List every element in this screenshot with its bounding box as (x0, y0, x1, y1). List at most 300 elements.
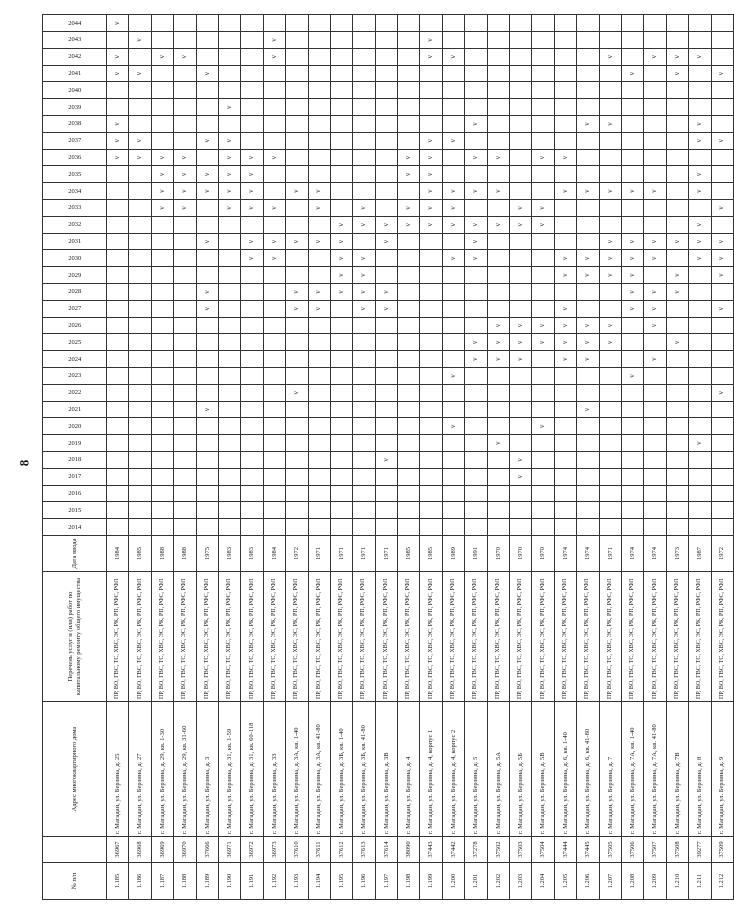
year-mark: v (442, 368, 464, 385)
year-mark: v (577, 116, 599, 133)
header-year-2038 (43, 116, 107, 133)
year-mark: v (286, 284, 308, 301)
year-cell (286, 216, 308, 233)
year-cell (174, 468, 196, 485)
year-cell (487, 99, 509, 116)
year-cell (375, 149, 397, 166)
year-cell (442, 334, 464, 351)
year-mark: v (196, 233, 218, 250)
year-cell (129, 384, 151, 401)
year-cell (420, 317, 442, 334)
year-mark: v (353, 284, 375, 301)
year-cell (711, 116, 733, 133)
year-cell (241, 368, 263, 385)
year-cell (151, 418, 173, 435)
header-year-label: 2044 (68, 19, 81, 27)
year-cell (420, 82, 442, 99)
year-cell (218, 384, 240, 401)
year-cell (599, 452, 621, 469)
year-cell (375, 32, 397, 49)
year-cell (263, 82, 285, 99)
year-cell (375, 502, 397, 519)
header-num: № п/п (43, 863, 107, 900)
year-mark: v (510, 200, 532, 217)
header-year-2044 (43, 15, 107, 32)
year-cell (465, 48, 487, 65)
year-cell (174, 32, 196, 49)
year-cell (330, 183, 352, 200)
row-address: г. Магадан, ул. Берзина, д. 9 (711, 702, 733, 837)
year-cell (398, 300, 420, 317)
row-number: 1.185 (107, 863, 129, 900)
table-row (465, 15, 487, 900)
year-cell (577, 200, 599, 217)
header-year-label: 2043 (68, 36, 81, 44)
year-cell (510, 519, 532, 536)
row-number: 1.208 (621, 863, 643, 900)
year-cell (286, 502, 308, 519)
year-cell (465, 435, 487, 452)
year-cell (599, 132, 621, 149)
year-cell (241, 48, 263, 65)
year-cell (711, 32, 733, 49)
header-year-2026 (43, 317, 107, 334)
header-year-label: 2026 (68, 321, 81, 329)
row-date: 1971 (330, 536, 352, 572)
year-cell (308, 351, 330, 368)
year-cell (644, 267, 666, 284)
year-cell (420, 233, 442, 250)
row-number: 1.209 (644, 863, 666, 900)
year-cell (107, 284, 129, 301)
year-cell (487, 468, 509, 485)
year-cell (689, 284, 711, 301)
row-number: 1.211 (689, 863, 711, 900)
year-cell (174, 351, 196, 368)
year-cell (689, 200, 711, 217)
year-mark: v (398, 149, 420, 166)
year-cell (577, 82, 599, 99)
row-address: г. Магадан, ул. Берзина, д. 5А (487, 702, 509, 837)
year-cell (442, 166, 464, 183)
year-cell (577, 15, 599, 32)
year-cell (532, 116, 554, 133)
year-mark: v (286, 300, 308, 317)
year-mark: v (621, 65, 643, 82)
year-cell (174, 384, 196, 401)
year-cell (577, 166, 599, 183)
year-mark: v (241, 183, 263, 200)
year-mark: v (487, 334, 509, 351)
row-date: 1970 (487, 536, 509, 572)
year-cell (465, 284, 487, 301)
row-address: г. Магадан, ул. Берзина, д. 6, кв. 41-80 (577, 702, 599, 837)
year-mark: v (599, 233, 621, 250)
year-mark: v (308, 233, 330, 250)
row-address: г. Магадан, ул. Берзина, д. 29, кв. 31-60 (174, 702, 196, 837)
year-cell (375, 267, 397, 284)
year-mark: v (510, 452, 532, 469)
year-cell (241, 82, 263, 99)
year-cell (107, 233, 129, 250)
year-cell (174, 233, 196, 250)
year-cell (577, 233, 599, 250)
year-cell (330, 401, 352, 418)
year-cell (666, 32, 688, 49)
year-mark: v (420, 132, 442, 149)
year-cell (554, 233, 576, 250)
table-row (129, 15, 151, 900)
year-cell (196, 384, 218, 401)
year-cell (420, 267, 442, 284)
year-cell (510, 267, 532, 284)
year-cell (465, 519, 487, 536)
year-cell (510, 284, 532, 301)
year-cell (442, 317, 464, 334)
year-cell (151, 452, 173, 469)
row-address: г. Магадан, ул. Берзина, д. 33 (263, 702, 285, 837)
year-cell (353, 233, 375, 250)
row-address: г. Магадан, ул. Берзина, д. 3В (375, 702, 397, 837)
header-year-2033 (43, 200, 107, 217)
header-year-2024 (43, 351, 107, 368)
row-code: 38090 (398, 837, 420, 863)
year-cell (442, 502, 464, 519)
year-cell (174, 216, 196, 233)
year-mark: v (666, 334, 688, 351)
row-address: г. Магадан, ул. Берзина, д. 7А, кв. 41-80 (644, 702, 666, 837)
year-cell (286, 82, 308, 99)
year-cell (151, 216, 173, 233)
year-cell (218, 401, 240, 418)
year-cell (442, 149, 464, 166)
year-cell (330, 149, 352, 166)
row-services: ПР, ВО, ГВС, ТС, ХВС, ЭС, РК, РП, РФС, РФЛ (375, 572, 397, 702)
year-mark: v (330, 267, 352, 284)
year-cell (263, 183, 285, 200)
year-mark: v (218, 132, 240, 149)
row-code: 37614 (375, 837, 397, 863)
row-number: 1.205 (554, 863, 576, 900)
year-cell (666, 317, 688, 334)
row-services: ПР, ВО, ГВС, ТС, ХВС, ЭС, РК, РП, РФС, РФЛ (465, 572, 487, 702)
year-cell (263, 418, 285, 435)
year-cell (689, 82, 711, 99)
year-mark: v (107, 65, 129, 82)
year-cell (420, 435, 442, 452)
year-cell (532, 351, 554, 368)
year-cell (353, 132, 375, 149)
year-cell (218, 418, 240, 435)
year-cell (398, 65, 420, 82)
row-date: 1971 (375, 536, 397, 572)
year-cell (577, 502, 599, 519)
year-mark: v (577, 401, 599, 418)
row-address: г. Магадан, ул. Берзина, д. 5Б (510, 702, 532, 837)
year-cell (420, 99, 442, 116)
year-cell (308, 250, 330, 267)
year-cell (577, 468, 599, 485)
year-cell (666, 300, 688, 317)
year-cell (308, 65, 330, 82)
year-cell (129, 452, 151, 469)
year-cell (398, 418, 420, 435)
year-cell (241, 300, 263, 317)
row-number: 1.197 (375, 863, 397, 900)
year-cell (532, 183, 554, 200)
row-number: 1.212 (711, 863, 733, 900)
year-cell (554, 132, 576, 149)
year-cell (577, 435, 599, 452)
year-cell (218, 452, 240, 469)
year-mark: v (442, 183, 464, 200)
year-cell (621, 502, 643, 519)
header-year-2043 (43, 32, 107, 49)
row-address: г. Магадан, ул. Берзина, д. 4, корпус 1 (420, 702, 442, 837)
year-cell (510, 132, 532, 149)
header-year-label: 2030 (68, 254, 81, 262)
year-cell (398, 284, 420, 301)
year-cell (286, 334, 308, 351)
year-cell (621, 82, 643, 99)
year-cell (375, 485, 397, 502)
year-mark: v (577, 317, 599, 334)
year-mark: v (689, 166, 711, 183)
year-cell (487, 384, 509, 401)
year-mark: v (375, 216, 397, 233)
row-code: 37502 (487, 837, 509, 863)
year-cell (286, 418, 308, 435)
row-services: ПР, ВО, ГВС, ТС, ХВС, ЭС, РК, РП, РФС, РФЛ (689, 572, 711, 702)
year-cell (196, 99, 218, 116)
year-cell (644, 200, 666, 217)
year-mark: v (174, 200, 196, 217)
header-year-label: 2039 (68, 103, 81, 111)
year-cell (465, 485, 487, 502)
header-year-label: 2017 (68, 472, 81, 480)
header-code (43, 837, 107, 863)
year-cell (308, 166, 330, 183)
year-cell (487, 233, 509, 250)
row-date: 1971 (353, 536, 375, 572)
year-mark: v (442, 216, 464, 233)
year-cell (621, 216, 643, 233)
row-services: ПР, ВО, ГВС, ТС, ХВС, ЭС, РК, РП, РФС, РФЛ (420, 572, 442, 702)
year-cell (398, 368, 420, 385)
year-cell (151, 250, 173, 267)
year-cell (398, 468, 420, 485)
year-mark: v (465, 183, 487, 200)
year-cell (666, 82, 688, 99)
table-row (644, 15, 666, 900)
year-cell (375, 401, 397, 418)
year-cell (666, 468, 688, 485)
year-cell (129, 216, 151, 233)
row-date: 1972 (711, 536, 733, 572)
year-cell (330, 418, 352, 435)
year-cell (621, 418, 643, 435)
row-number: 1.189 (196, 863, 218, 900)
year-cell (174, 502, 196, 519)
year-cell (196, 216, 218, 233)
row-services: ПР, ВО, ГВС, ТС, ХВС, ЭС, РК, РП, РФС, РФЛ (241, 572, 263, 702)
year-cell (689, 384, 711, 401)
year-cell (599, 502, 621, 519)
row-number: 1.195 (330, 863, 352, 900)
year-mark: v (599, 48, 621, 65)
year-cell (577, 284, 599, 301)
year-cell (644, 32, 666, 49)
year-cell (465, 401, 487, 418)
year-cell (621, 166, 643, 183)
year-cell (218, 317, 240, 334)
table-row (599, 15, 621, 900)
header-year-label: 2014 (68, 523, 81, 531)
row-number: 1.194 (308, 863, 330, 900)
year-mark: v (532, 334, 554, 351)
row-services: ПР, ВО, ГВС, ТС, ХВС, ЭС, РК, РП, РФС, РФЛ (442, 572, 464, 702)
year-cell (599, 15, 621, 32)
row-services: ПР, ВО, ГВС, ТС, ХВС, ЭС, РК, РП, РФС, РФЛ (510, 572, 532, 702)
year-cell (510, 149, 532, 166)
row-date: 1989 (442, 536, 464, 572)
year-cell (621, 519, 643, 536)
year-cell (599, 519, 621, 536)
row-code: 37506 (621, 837, 643, 863)
year-mark: v (151, 48, 173, 65)
year-mark: v (487, 149, 509, 166)
year-mark: v (554, 183, 576, 200)
year-cell (689, 401, 711, 418)
row-date: 1988 (151, 536, 173, 572)
year-cell (286, 351, 308, 368)
year-cell (263, 384, 285, 401)
year-mark: v (218, 99, 240, 116)
year-cell (689, 485, 711, 502)
year-cell (353, 317, 375, 334)
year-mark: v (375, 452, 397, 469)
year-cell (554, 502, 576, 519)
year-cell (666, 452, 688, 469)
header-year-2022 (43, 384, 107, 401)
year-cell (689, 99, 711, 116)
year-cell (711, 48, 733, 65)
row-date: 1971 (308, 536, 330, 572)
year-cell (644, 65, 666, 82)
year-cell (353, 32, 375, 49)
year-cell (196, 519, 218, 536)
year-cell (241, 435, 263, 452)
year-cell (577, 452, 599, 469)
year-cell (487, 300, 509, 317)
year-cell (554, 166, 576, 183)
year-cell (218, 267, 240, 284)
year-cell (107, 468, 129, 485)
year-mark: v (577, 334, 599, 351)
year-cell (241, 317, 263, 334)
year-cell (375, 468, 397, 485)
year-cell (107, 183, 129, 200)
year-cell (196, 200, 218, 217)
row-number: 1.186 (129, 863, 151, 900)
year-cell (151, 401, 173, 418)
year-mark: v (577, 183, 599, 200)
year-cell (308, 468, 330, 485)
table-row (442, 15, 464, 900)
year-cell (263, 334, 285, 351)
year-cell (644, 368, 666, 385)
year-cell (689, 317, 711, 334)
table-row (666, 15, 688, 900)
year-cell (218, 32, 240, 49)
year-cell (375, 384, 397, 401)
year-cell (107, 300, 129, 317)
year-cell (666, 166, 688, 183)
year-cell (487, 519, 509, 536)
year-mark: v (263, 32, 285, 49)
year-cell (151, 82, 173, 99)
year-cell (375, 334, 397, 351)
row-address: г. Магадан, ул. Берзина, д. 3Б, кв. 41-80 (353, 702, 375, 837)
year-cell (487, 401, 509, 418)
year-cell (218, 300, 240, 317)
year-cell (442, 401, 464, 418)
year-cell (510, 166, 532, 183)
row-address: г. Магадан, ул. Берзина, д. 25 (107, 702, 129, 837)
year-cell (151, 300, 173, 317)
table-row (174, 15, 196, 900)
table-row (241, 15, 263, 900)
year-cell (107, 519, 129, 536)
year-cell (599, 368, 621, 385)
year-cell (398, 116, 420, 133)
year-mark: v (554, 267, 576, 284)
year-cell (196, 317, 218, 334)
year-cell (151, 468, 173, 485)
header-year-label: 2024 (68, 355, 81, 363)
year-cell (107, 485, 129, 502)
year-cell (711, 334, 733, 351)
year-cell (577, 300, 599, 317)
year-cell (129, 48, 151, 65)
year-cell (666, 183, 688, 200)
year-cell (129, 284, 151, 301)
year-cell (487, 116, 509, 133)
year-cell (330, 99, 352, 116)
year-mark: v (174, 183, 196, 200)
year-mark: v (420, 149, 442, 166)
header-year-label: 2040 (68, 86, 81, 94)
year-cell (487, 166, 509, 183)
year-cell (286, 435, 308, 452)
year-cell (532, 32, 554, 49)
row-services: ПР, ВО, ГВС, ТС, ХВС, ЭС, РК, РП, РФС, РФЛ (151, 572, 173, 702)
year-mark: v (711, 300, 733, 317)
year-mark: v (330, 216, 352, 233)
year-cell (554, 435, 576, 452)
row-number: 1.206 (577, 863, 599, 900)
year-cell (554, 99, 576, 116)
year-cell (599, 99, 621, 116)
year-cell (442, 65, 464, 82)
year-cell (196, 48, 218, 65)
year-cell (510, 233, 532, 250)
year-mark: v (711, 65, 733, 82)
year-cell (711, 166, 733, 183)
year-cell (151, 334, 173, 351)
year-mark: v (174, 166, 196, 183)
year-mark: v (263, 200, 285, 217)
